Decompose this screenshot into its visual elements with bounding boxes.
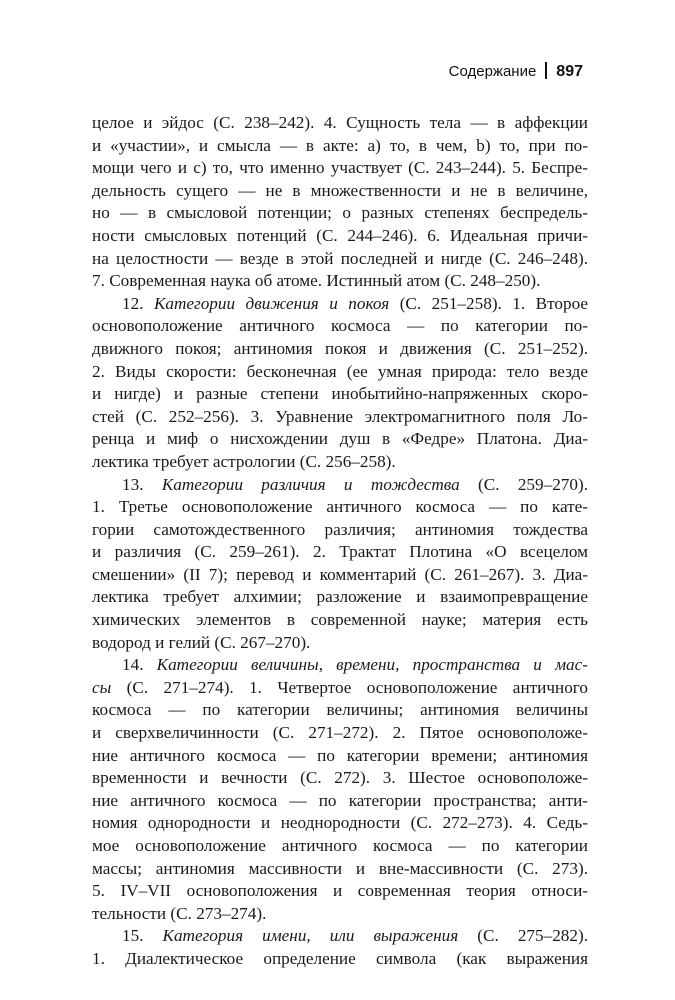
text-line: временности и вечности (С. 272). 3. Шестое основоположе-: [92, 768, 588, 788]
text-run: (С. 259–270).: [459, 474, 588, 494]
text-line: 1. Диалектическое определение символа (как выражения: [92, 948, 588, 968]
text-line: лектика требует алхимии; разложение и взаимопревращение: [92, 587, 588, 607]
text-line: но — в смысловой потенции; о разных степенях беспредель-: [92, 203, 588, 223]
text-line: 1. Третье основоположение античного космоса — по кате-: [92, 497, 588, 517]
text-line: массы; антиномия массивности и вне-массивности (С. 273).: [92, 858, 588, 878]
text-line: лектика требует астрологии (С. 256–258).: [92, 451, 396, 471]
text-line: [92, 293, 588, 316]
text-line: целое и эйдос (С. 238–242). 4. Сущность тела — в аффекции: [92, 113, 588, 132]
text-line: на целостности — везде в этой последней и нигде (С. 246–248).: [92, 248, 588, 268]
text-line: гории самотождественного различия; антиномия тождества: [92, 519, 588, 539]
text-line: и нигде) и разные степени инобытийно-напряженных скоро-: [92, 384, 588, 404]
text-line: химических элементов в современной науке; материя есть: [92, 610, 588, 630]
text-line: водород и гелий (С. 267–270).: [92, 632, 311, 652]
text-run: 12.: [122, 293, 154, 313]
text-line: космоса — по категории величины; антиномия величины: [92, 700, 588, 720]
text-line: [92, 474, 588, 497]
text-line: и различия (С. 259–261). 2. Трактат Плотина «О всецелом: [92, 542, 588, 562]
text-run: (С. 271–274). 1. Четвертое основоположение античного: [111, 677, 588, 697]
text-line: ренца и миф о нисхождении душ в «Федре» Платона. Диа-: [92, 429, 588, 449]
text-line: дельность сущего — не в множественности и не в величине,: [92, 180, 588, 200]
running-header: [449, 62, 583, 81]
page-body: [92, 112, 588, 971]
text-line: движного покоя; антиномия покоя и движения (С. 251–252).: [92, 338, 588, 358]
text-run: 13.: [122, 474, 162, 494]
header-divider: [545, 62, 547, 79]
text-run: (С. 275–282).: [458, 926, 589, 946]
text-line: 7. Современная наука об атоме. Истинный атом (С. 248–250).: [92, 271, 541, 291]
text-line: ности смысловых потенций (С. 244–246). 6. Идеальная причи-: [92, 225, 588, 245]
text-line: [92, 654, 588, 677]
section-title: Содержание: [448, 63, 537, 80]
text-line: и сверхвеличинности (С. 271–272). 2. Пятое основоположе-: [92, 723, 588, 743]
section-heading: сы: [92, 677, 112, 697]
text-line: [92, 677, 588, 700]
text-run: 15.: [122, 926, 163, 946]
section-heading: Категория имени, или выражения: [162, 926, 459, 946]
text-run: (С. 251–258). 1. Второе: [389, 293, 589, 313]
text-line: [92, 925, 588, 948]
text-line: ние античного космоса — по категории времени; антиномия: [92, 745, 588, 765]
text-run: 14.: [122, 655, 157, 675]
text-line: мое основоположение античного космоса — по категории: [92, 836, 588, 855]
section-heading: Категории величины, времени, пространства и мас-: [156, 655, 588, 675]
text-line: стей (С. 252–256). 3. Уравнение электромагнитного поля Ло-: [92, 406, 588, 426]
text-line: мощи чего и c) то, что именно участвует (С. 243–244). 5. Беспре-: [92, 158, 588, 178]
text-line: основоположение античного космоса — по категории по-: [92, 316, 588, 336]
text-line: тельности (С. 273–274).: [92, 903, 267, 923]
text-line: номия однородности и неоднородности (С. 272–273). 4. Седь-: [92, 813, 588, 833]
section-heading: Категории движения и покоя: [153, 293, 390, 313]
page-number: 897: [556, 63, 583, 80]
text-line: ние античного космоса — по категории пространства; анти-: [92, 790, 588, 810]
text-line: 2. Виды скорости: бесконечная (ее умная природа: тело везде: [92, 361, 588, 381]
text-line: 5. IV–VII основоположения и современная теория относи-: [92, 881, 588, 901]
text-line: смешении» (II 7); перевод и комментарий (С. 261–267). 3. Диа-: [92, 564, 588, 584]
text-line: и «участии», и смысла — в акте: a) то, в чем, b) то, при по-: [92, 135, 588, 155]
section-heading: Категории различия и тождества: [161, 474, 460, 494]
